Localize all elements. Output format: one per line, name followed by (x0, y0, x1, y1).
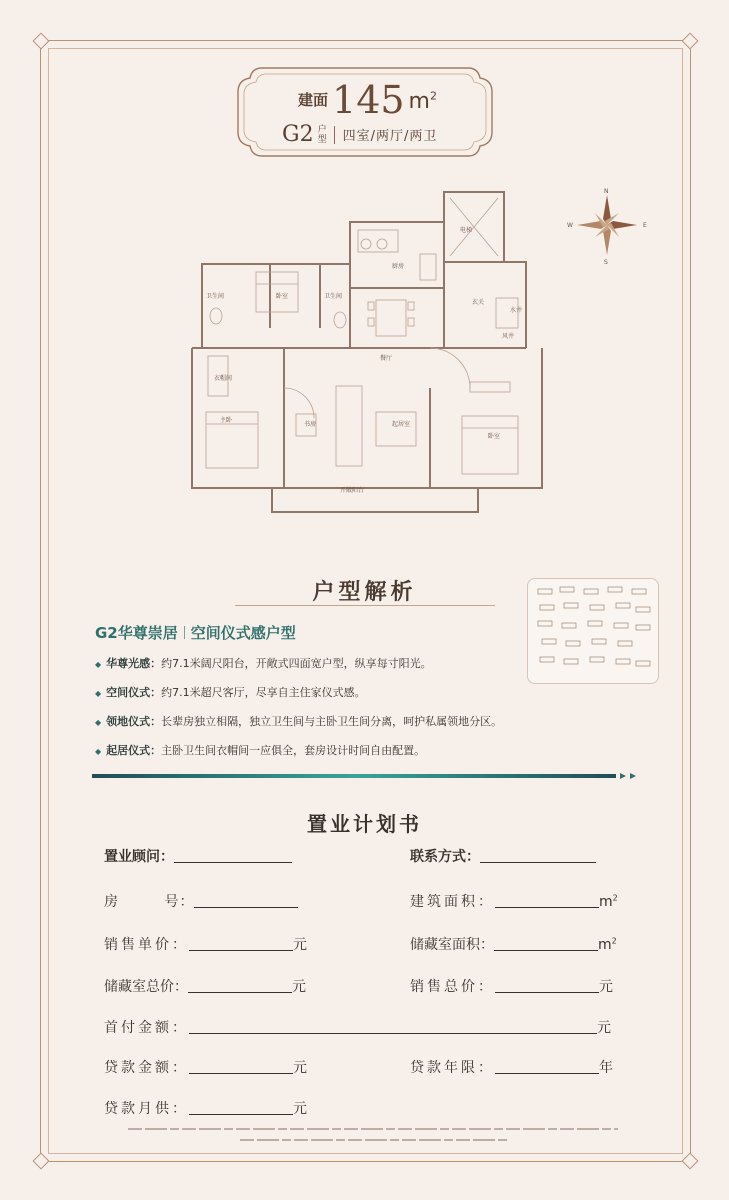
type-rooms: 四室/两厅/两卫 (342, 129, 438, 144)
loan-amount-field[interactable] (189, 1059, 293, 1074)
feature-item: ◆ 起居仪式：主卧卫生间衣帽间一应俱全，套房设计时间自由配置。 (95, 744, 426, 757)
loan-years-field[interactable] (495, 1059, 599, 1074)
room-hall: 玄关 (472, 299, 485, 306)
feature-list (95, 657, 525, 773)
type-block (282, 122, 437, 147)
analysis-subtitle (95, 622, 296, 643)
room-no-field[interactable] (194, 893, 298, 908)
room-elevator: 电梯 (460, 227, 473, 234)
diamond-bullet-icon: ◆ (95, 689, 102, 698)
room-balcony: 开敞阳台 (340, 487, 365, 494)
fine-print-disclaimer (128, 1124, 618, 1146)
subtitle-separator (184, 626, 185, 639)
unit-price-row: 销售单价： 元 (104, 937, 310, 953)
subtitle-left: G2华尊崇居 (95, 624, 178, 642)
type-suffix: 户型 (317, 124, 327, 145)
room-cloakroom: 衣帽间 (214, 375, 233, 382)
feature-item: ◆ 领地仪式：长辈房独立相隔，独立卫生间与主卧卫生间分离，呵护私属领地分区。 (95, 715, 503, 728)
monthly-row: 贷款月供： 元 (104, 1101, 310, 1117)
site-plan-thumbnail (527, 578, 659, 684)
loan-amount-row: 贷款金额： 元 (104, 1060, 310, 1076)
area-unit: $m^2$ (408, 89, 437, 114)
type-separator (334, 126, 335, 144)
storage-total-field[interactable] (188, 978, 292, 993)
analysis-title-underline (235, 605, 495, 606)
analysis-title: 户型解析 (312, 579, 417, 605)
storage-total-row: 储藏室总价： 元 (104, 979, 306, 995)
room-master-bath: 卫生间 (324, 293, 343, 300)
monthly-field[interactable] (189, 1100, 293, 1115)
unit-price-field[interactable] (189, 936, 293, 951)
loan-years-row: 贷款年限： 年 (410, 1060, 616, 1076)
area-value: 145 (332, 78, 405, 122)
storage-area-row: 储藏室面积： $m^2$ (410, 936, 617, 953)
room-master: 主卧 (220, 417, 233, 424)
down-payment-row: 首付金额： 元 (104, 1020, 614, 1036)
diamond-bullet-icon: ◆ (95, 660, 102, 669)
room-guest-bath: 卫生间 (206, 293, 225, 300)
room-water-well: 水井 (510, 307, 523, 314)
compass-n: N (604, 188, 609, 195)
sale-total-field[interactable] (495, 978, 599, 993)
compass-w: W (567, 222, 573, 229)
contact-row: 联系方式： (410, 846, 596, 866)
consultant-row: 置业顾问： (104, 846, 292, 866)
room-kitchen: 厨房 (392, 263, 405, 270)
consultant-field[interactable] (174, 848, 292, 863)
room-study: 书房 (304, 421, 317, 428)
compass-icon (565, 185, 655, 265)
contact-field[interactable] (480, 848, 596, 863)
compass-e: E (643, 222, 647, 229)
type-code: G2 (282, 122, 314, 147)
room-dining: 餐厅 (380, 355, 393, 362)
area-block (298, 80, 458, 120)
build-area-row: 建筑面积： $m^2$ (410, 893, 621, 910)
decorative-divider (92, 772, 640, 780)
sale-total-row: 销售总价： 元 (410, 979, 616, 995)
purchase-plan-title: 置业计划书 (307, 812, 422, 836)
room-bedroom-top: 卧室 (276, 293, 289, 300)
feature-item: ◆ 华尊光感：约7.1米阔尺阳台，开敞式四面宽户型，纵享每寸阳光。 (95, 657, 432, 670)
diamond-bullet-icon: ◆ (95, 718, 102, 727)
room-living: 起居室 (392, 421, 411, 428)
room-wind-well: 风井 (502, 333, 515, 340)
storage-area-field[interactable] (494, 936, 598, 951)
floor-plan (180, 188, 550, 520)
subtitle-right: 空间仪式感户型 (190, 624, 296, 642)
build-area-field[interactable] (495, 893, 599, 908)
diamond-bullet-icon: ◆ (95, 747, 102, 756)
down-payment-field[interactable] (189, 1019, 597, 1034)
area-label: 建面 (298, 91, 329, 109)
compass-s: S (604, 259, 608, 265)
feature-item: ◆ 空间仪式：约7.1米超尺客厅，尽享自主住家仪式感。 (95, 686, 366, 699)
room-no-row: 房 号： (104, 891, 298, 911)
room-bedroom-se: 卧室 (488, 433, 501, 440)
